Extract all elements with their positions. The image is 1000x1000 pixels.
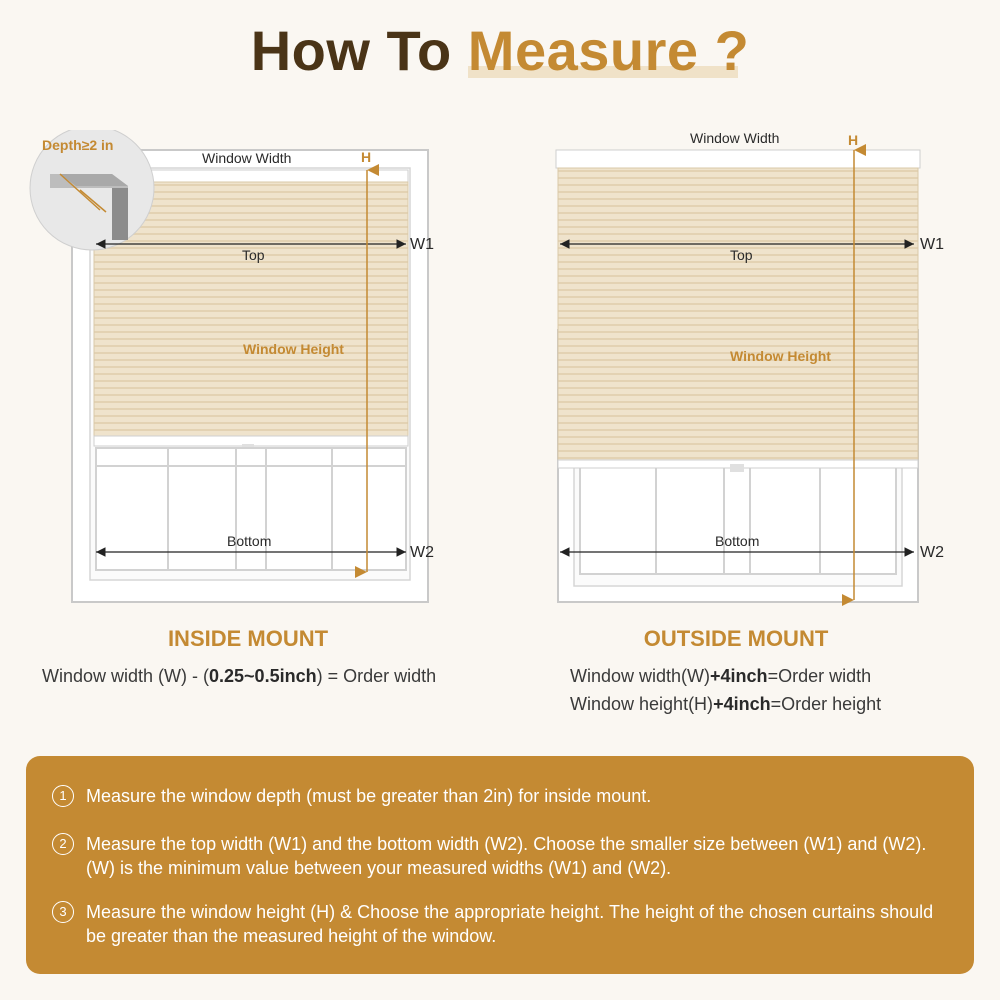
depth-label: Depth≥2 in — [42, 137, 114, 153]
step-text-3: Measure the window height (H) & Choose the appropriate height. The height of the chosen curtains should be greater than the measured height of the window. — [86, 902, 934, 946]
headrail — [556, 150, 920, 168]
title-part-2: Measure ? — [467, 19, 750, 82]
step-text-2: Measure the top width (W1) and the bottom width (W2). Choose the smaller size between (W1) and (W2). (W) is the minimum value between your measured widths (W1) and (W2). — [86, 834, 927, 878]
inside-formula-part-c: ) = Order width — [316, 666, 437, 686]
steps-panel — [26, 756, 974, 974]
bottom-label: Bottom — [227, 533, 272, 549]
top-label: Top — [730, 247, 753, 263]
window-width-label: Window Width — [690, 130, 780, 146]
outside-formula-height-part-c: =Order height — [770, 694, 882, 714]
step-number-2: 2 — [52, 833, 74, 855]
outside-formula-height — [570, 694, 881, 715]
w2-label: W2 — [410, 544, 434, 561]
window-width-label: Window Width — [202, 150, 292, 166]
outside-formula-width-part-c: =Order width — [767, 666, 872, 686]
step-3 — [52, 900, 944, 948]
step-number-3: 3 — [52, 901, 74, 923]
step-text-1: Measure the window depth (must be greater than 2in) for inside mount. — [86, 786, 652, 806]
inside-formula-part-a: Window width (W) - ( — [42, 666, 210, 686]
window-height-label: Window Height — [730, 348, 831, 364]
h-label: H — [848, 132, 859, 148]
bottom-label: Bottom — [715, 533, 760, 549]
w1-label: W1 — [410, 236, 434, 253]
window-panes — [580, 466, 896, 574]
title-part-1: How To — [250, 19, 452, 82]
w1-label: W1 — [920, 236, 944, 253]
page-title — [0, 18, 1000, 83]
window-height-label: Window Height — [243, 341, 344, 357]
inside-mount-diagram — [20, 130, 460, 610]
h-label: H — [361, 149, 372, 165]
outside-mount-diagram — [540, 130, 980, 610]
step-2 — [52, 832, 944, 880]
outside-formula-height-part-a: Window height(H) — [570, 694, 714, 714]
outside-formula-height-part-b: +4inch — [713, 694, 771, 714]
top-label: Top — [242, 247, 265, 263]
inside-formula — [42, 666, 436, 687]
step-1 — [52, 784, 944, 808]
inside-formula-part-b: 0.25~0.5inch — [209, 666, 317, 686]
inside-mount-title: INSIDE MOUNT — [167, 626, 329, 651]
step-number-1: 1 — [52, 785, 74, 807]
cellular-shade — [558, 168, 918, 464]
outside-formula-width — [570, 666, 871, 687]
w2-label: W2 — [920, 544, 944, 561]
outside-mount-title: OUTSIDE MOUNT — [643, 626, 829, 651]
outside-formula-width-part-b: +4inch — [710, 666, 768, 686]
outside-formula-width-part-a: Window width(W) — [570, 666, 711, 686]
